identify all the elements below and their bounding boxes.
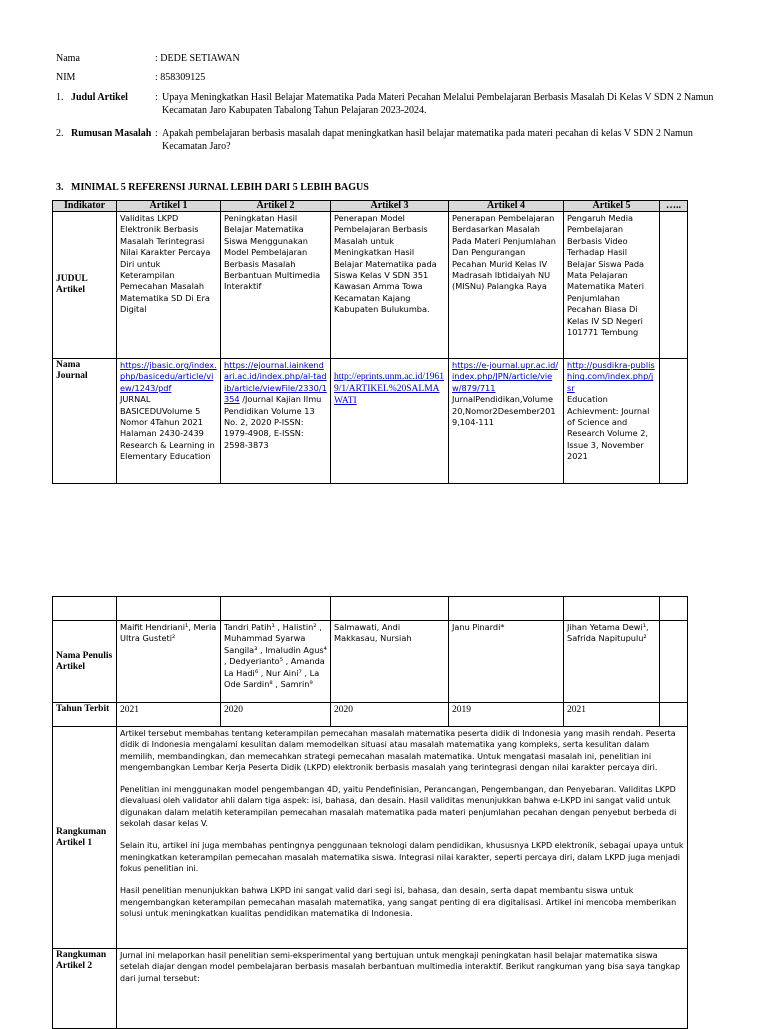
table2-blank-row: [53, 597, 688, 621]
journal-link-5[interactable]: http://pusdikra-publishing.com/index.php/jsr: [567, 360, 655, 393]
blank-cell: [660, 597, 688, 621]
rumusan-label: Rumusan Masalah: [71, 128, 152, 139]
header-artikel-1: Artikel 1: [117, 201, 221, 212]
tahun-artikel-4: 2019: [449, 703, 564, 727]
journal-text-2: /Journal Kajian Ilmu Pendidikan Volume 13 No. 2, 2020 P-ISSN: 1979-4908, E-ISSN: 2598-3873: [224, 394, 322, 450]
rumusan-number: 2.: [56, 128, 64, 139]
judul-label: Judul Artikel: [71, 92, 128, 103]
rangkuman-1-paragraph-2: Penelitian ini menggunakan model pengembangan 4D, yaitu Pendefinisian, Perancangan, Pengembangan, dan Penyebaran. Validitas LKPD dievaluasi oleh validator ahli dalam tiga aspek: isi, bahasa, dan desain. Hasil validitas menunjukkan bahwa e-LKPD ini sangat valid untuk digunakan dalam melatih keterampilan pemecahan masalah matematika pada materi penjumlahan pecahan dengan penyebut berbeda di sekolah dasar kelas V.: [120, 785, 677, 829]
penulis-artikel-2: Tandri Patih¹ , Halistin² , Muhammad Syarwa Sangila³ , Imaludin Agus⁴ , Dedyerianto⁵ , Amanda La Hadi⁶ , Nur Aini⁷ , La Ode Sardin⁸ , Samrin⁹: [221, 621, 331, 703]
reference-table-2: [52, 596, 688, 1029]
journal-link-2[interactable]: https://ejournal.iainkendari.ac.id/index.php/al-tadib/article/viewFile/2330/1354: [224, 360, 327, 405]
table-row-tahun: [53, 703, 688, 727]
reference-table-1: [52, 200, 688, 484]
judul-artikel-5: Pengaruh Media Pembelajaran Berbasis Video Terhadap Hasil Belajar Siswa Pada Mata Pelajaran Matematika Materi Penjumlahan Pecahan Biasa Di Kelas IV SD Negeri 101771 Tembung: [564, 212, 660, 359]
row-label-judul: JUDUL Artikel: [53, 212, 117, 359]
journal-link-3[interactable]: http://eprints.unm.ac.id/19619/1/ARTIKEL%20SALMAWATI: [334, 372, 445, 406]
row-label-rangkuman-2: Rangkuman Artikel 2: [53, 949, 117, 1029]
tahun-artikel-5: 2021: [564, 703, 660, 727]
rumusan-colon: :: [155, 128, 158, 139]
tahun-artikel-3: 2020: [331, 703, 449, 727]
row-label-journal: Nama Journal: [53, 359, 117, 484]
header-artikel-4: Artikel 4: [449, 201, 564, 212]
journal-artikel-1: [117, 359, 221, 484]
section-3-heading: 3. MINIMAL 5 REFERENSI JURNAL LEBIH DARI 5 LEBIH BAGUS: [56, 182, 369, 193]
rangkuman-artikel-2: Jurnal ini melaporkan hasil penelitian semi-eksperimental yang bertujuan untuk mengkaji peningkatan hasil belajar matematika siswa setelah diajar dengan model pembelajaran berbasis masalah berbantuan multimedia interaktif. Berikut rangkuman yang bisa saya tangkap dari jurnal tersebut:: [117, 949, 688, 1029]
tahun-artikel-2: 2020: [221, 703, 331, 727]
table-row-journal: [53, 359, 688, 484]
header-artikel-3: Artikel 3: [331, 201, 449, 212]
header-indikator: Indikator: [53, 201, 117, 212]
journal-artikel-2: [221, 359, 331, 484]
blank-cell: [53, 597, 117, 621]
blank-cell: [221, 597, 331, 621]
journal-artikel-3: [331, 359, 449, 484]
table-row-rangkuman-2: [53, 949, 688, 1029]
rangkuman-1-paragraph-3: Selain itu, artikel ini juga membahas pentingnya penggunaan teknologi dalam pendidikan, khususnya LKPD elektronik, sebagai upaya untuk meningkatkan keterampilan pemecahan masalah matematika siswa. Integrasi nilai karakter, seperti percaya diri, dalam LKPD juga menjadi fokus penelitian ini.: [120, 841, 684, 873]
header-artikel-5: Artikel 5: [564, 201, 660, 212]
rumusan-value: Apakah pembelajaran berbasis masalah dapat meningkatkan hasil belajar matematika pada materi pecahan di kelas V SDN 2 Namun Kecamatan Jaro?: [162, 128, 693, 152]
journal-link-4[interactable]: https://e-journal.upr.ac.id/index.php/JPN/article/view/879/711: [452, 360, 559, 393]
tahun-artikel-1: 2021: [117, 703, 221, 727]
table-row-rangkuman-1: [53, 727, 688, 949]
penulis-empty: [660, 621, 688, 703]
journal-artikel-4: [449, 359, 564, 484]
tahun-empty: [660, 703, 688, 727]
blank-cell: [564, 597, 660, 621]
name-label: Nama: [56, 53, 80, 64]
row-label-tahun: Tahun Terbit: [53, 703, 117, 727]
judul-artikel-1: Validitas LKPD Elektronik Berbasis Masalah Terintegrasi Nilai Karakter Percaya Diri untuk Keterampilan Pemecahan Masalah Matematika SD Di Era Digital: [117, 212, 221, 359]
row-label-penulis: Nama Penulis Artikel: [53, 621, 117, 703]
table-header-row: [53, 201, 688, 212]
rangkuman-1-paragraph-4: Hasil penelitian menunjukkan bahwa LKPD ini sangat valid dari segi isi, bahasa, dan desain, serta dapat membantu siswa untuk mengembangkan keterampilan pemecahan masalah matematika, yang sangat penting di era digitalisasi. Artikel ini mencoba memberikan solusi untuk meningkatkan kualitas pendidikan matematika di Indonesia.: [120, 886, 677, 918]
judul-artikel-4: Penerapan Pembelajaran Berdasarkan Masalah Pada Materi Penjumlahan Dan Pengurangan Pecahan Murid Kelas IV Madrasah Ibtidaiyah NU (MISNu) Palangka Raya: [449, 212, 564, 359]
rangkuman-1-paragraph-1: Artikel tersebut membahas tentang keterampilan pemecahan masalah matematika peserta didik di Indonesia yang masih rendah. Peserta didik di Indonesia mengalami kesulitan dalam memodelkan situasi atau masalah matematika yang kompleks, serta kesulitan dalam memilih, membandingkan, dan memecahkan strategi pemecahan masalah matematika. Untuk mengatasi masalah ini, penelitian ini mengembangkan Lembar Kerja Peserta Didik (LKPD) elektronik berbasis masalah yang terintegrasi dengan nilai karakter percaya diri.: [120, 729, 676, 772]
journal-link-1[interactable]: https://jbasic.org/index.php/basicedu/article/view/1243/pdf: [120, 360, 217, 393]
blank-cell: [331, 597, 449, 621]
header-more: …..: [660, 201, 688, 212]
blank-cell: [117, 597, 221, 621]
table-row-judul: [53, 212, 688, 359]
penulis-artikel-4: Janu Pinardi*: [449, 621, 564, 703]
penulis-artikel-1: Maifit Hendriani¹, Meria Ultra Gusteti²: [117, 621, 221, 703]
judul-artikel-2: Peningkatan Hasil Belajar Matematika Siswa Menggunakan Model Pembelajaran Berbasis Masalah Berbantuan Multimedia Interaktif: [221, 212, 331, 359]
journal-artikel-5: [564, 359, 660, 484]
nim-label: NIM: [56, 72, 76, 83]
name-value: : DEDE SETIAWAN: [155, 53, 240, 64]
judul-value: Upaya Meningkatkan Hasil Belajar Matematika Pada Materi Pecahan Melalui Pembelajaran Berbasis Masalah Di Kelas V SDN 2 Namun Kecamatan Jaro Kabupaten Tabalong Tahun Pelajaran 2023-2024.: [162, 92, 714, 116]
journal-empty: [660, 359, 688, 484]
blank-cell: [449, 597, 564, 621]
judul-colon: :: [155, 92, 158, 103]
judul-empty: [660, 212, 688, 359]
journal-text-1: JURNAL BASICEDUVolume 5 Nomor 4Tahun 2021 Halaman 2430-2439 Research & Learning in Elementary Education: [120, 394, 215, 462]
journal-text-4: JurnalPendidikan,Volume 20,Nomor2Desember2019,104-111: [452, 394, 556, 428]
rangkuman-artikel-1: [117, 727, 688, 949]
judul-artikel-3: Penerapan Model Pembelajaran Berbasis Masalah untuk Meningkatkan Hasil Belajar Matematika pada Siswa Kelas V SDN 351 Kawasan Amma Towa Kecamatan Kajang Kabupaten Bulukumba.: [331, 212, 449, 359]
penulis-artikel-3: Salmawati, Andi Makkasau, Nursiah: [331, 621, 449, 703]
penulis-artikel-5: Jihan Yetama Dewi¹, Safrida Napitupulu²: [564, 621, 660, 703]
table-row-penulis: [53, 621, 688, 703]
judul-number: 1.: [56, 92, 64, 103]
header-artikel-2: Artikel 2: [221, 201, 331, 212]
journal-text-5: Education Achievment: Journal of Science and Research Volume 2, Issue 3, November 2021: [567, 394, 650, 462]
row-label-rangkuman-1: Rangkuman Artikel 1: [53, 727, 117, 949]
nim-value: : 858309125: [155, 72, 206, 83]
